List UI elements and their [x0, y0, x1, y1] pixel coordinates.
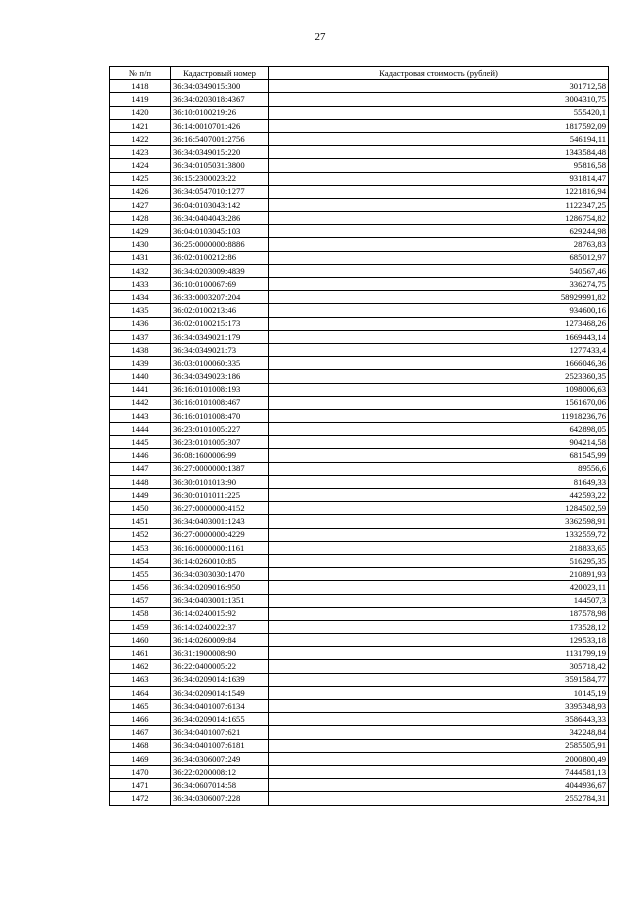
table-row: [110, 172, 609, 185]
table-row: [110, 225, 609, 238]
cadastral-value-cell: 516295,35: [269, 554, 609, 567]
cadastral-value-cell: 129533,18: [269, 634, 609, 647]
table-row: [110, 660, 609, 673]
table-row: [110, 251, 609, 264]
cadastral-number-cell: 36:14:0260010:85: [171, 554, 269, 567]
row-number-cell: 1422: [110, 132, 171, 145]
cadastral-value-cell: 1669443,14: [269, 330, 609, 343]
cadastral-number-cell: 36:14:0240022:37: [171, 620, 269, 633]
row-number-cell: 1440: [110, 370, 171, 383]
cadastral-number-cell: 36:22:0400005:22: [171, 660, 269, 673]
cadastral-value-cell: 210891,93: [269, 568, 609, 581]
row-number-cell: 1465: [110, 700, 171, 713]
column-header-row-number: № п/п: [110, 67, 171, 80]
cadastral-value-cell: 218833,65: [269, 541, 609, 554]
cadastral-value-cell: 1221816,94: [269, 185, 609, 198]
table-row: [110, 132, 609, 145]
cadastral-number-cell: 36:34:0349015:300: [171, 80, 269, 93]
table-row: [110, 607, 609, 620]
row-number-cell: 1452: [110, 528, 171, 541]
table-row: [110, 739, 609, 752]
table-row: [110, 185, 609, 198]
cadastral-value-cell: 442593,22: [269, 489, 609, 502]
table-row: [110, 792, 609, 805]
cadastral-value-cell: 1817592,09: [269, 119, 609, 132]
cadastral-number-cell: 36:02:0100213:46: [171, 304, 269, 317]
cadastral-value-cell: 7444581,13: [269, 765, 609, 778]
row-number-cell: 1437: [110, 330, 171, 343]
row-number-cell: 1433: [110, 278, 171, 291]
table-row: [110, 581, 609, 594]
cadastral-number-cell: 36:27:0000000:1387: [171, 462, 269, 475]
row-number-cell: 1431: [110, 251, 171, 264]
cadastral-number-cell: 36:23:0101005:227: [171, 423, 269, 436]
cadastral-value-cell: 81649,33: [269, 475, 609, 488]
row-number-cell: 1435: [110, 304, 171, 317]
table-row: [110, 357, 609, 370]
table-row: [110, 80, 609, 93]
row-number-cell: 1444: [110, 423, 171, 436]
cadastral-value-cell: 1277433,4: [269, 343, 609, 356]
table-row: [110, 752, 609, 765]
cadastral-value-cell: 3362598,91: [269, 515, 609, 528]
row-number-cell: 1432: [110, 264, 171, 277]
row-number-cell: 1464: [110, 686, 171, 699]
cadastral-value-cell: 2585505,91: [269, 739, 609, 752]
cadastral-value-cell: 11918236,76: [269, 409, 609, 422]
table-row: [110, 436, 609, 449]
cadastral-number-cell: 36:34:0401007:621: [171, 726, 269, 739]
cadastral-number-cell: 36:02:0100215:173: [171, 317, 269, 330]
cadastral-value-cell: 681545,99: [269, 449, 609, 462]
cadastral-number-cell: 36:10:0100067:69: [171, 278, 269, 291]
row-number-cell: 1443: [110, 409, 171, 422]
cadastral-value-cell: 3591584,77: [269, 673, 609, 686]
cadastral-value-cell: 1666046,36: [269, 357, 609, 370]
table-row: [110, 409, 609, 422]
cadastral-number-cell: 36:34:0349023:186: [171, 370, 269, 383]
row-number-cell: 1419: [110, 93, 171, 106]
cadastral-value-cell: 28763,83: [269, 238, 609, 251]
table-row: [110, 146, 609, 159]
table-row: [110, 370, 609, 383]
row-number-cell: 1458: [110, 607, 171, 620]
cadastral-number-cell: 36:10:0100219:26: [171, 106, 269, 119]
cadastral-value-cell: 1561670,06: [269, 396, 609, 409]
table-row: [110, 93, 609, 106]
cadastral-value-cell: 904214,58: [269, 436, 609, 449]
cadastral-value-cell: 2552784,31: [269, 792, 609, 805]
table-body: [110, 80, 609, 805]
cadastral-value-cell: 1098006,63: [269, 383, 609, 396]
table-row: [110, 489, 609, 502]
row-number-cell: 1441: [110, 383, 171, 396]
cadastral-number-cell: 36:34:0401007:6134: [171, 700, 269, 713]
cadastral-value-cell: 342248,84: [269, 726, 609, 739]
row-number-cell: 1462: [110, 660, 171, 673]
table-row: [110, 647, 609, 660]
cadastral-value-cell: 336274,75: [269, 278, 609, 291]
row-number-cell: 1468: [110, 739, 171, 752]
cadastral-value-cell: 173528,12: [269, 620, 609, 633]
cadastral-number-cell: 36:03:0100060:335: [171, 357, 269, 370]
cadastral-value-table: [109, 66, 609, 806]
cadastral-value-cell: 555420,1: [269, 106, 609, 119]
table-row: [110, 198, 609, 211]
cadastral-value-cell: 642898,05: [269, 423, 609, 436]
cadastral-number-cell: 36:31:1900008:90: [171, 647, 269, 660]
table-row: [110, 594, 609, 607]
cadastral-number-cell: 36:34:0349021:179: [171, 330, 269, 343]
cadastral-number-cell: 36:34:0209016:950: [171, 581, 269, 594]
cadastral-number-cell: 36:16:0000000:1161: [171, 541, 269, 554]
table-row: [110, 541, 609, 554]
table-row: [110, 634, 609, 647]
row-number-cell: 1456: [110, 581, 171, 594]
table-row: [110, 568, 609, 581]
row-number-cell: 1442: [110, 396, 171, 409]
row-number-cell: 1461: [110, 647, 171, 660]
cadastral-number-cell: 36:23:0101005:307: [171, 436, 269, 449]
row-number-cell: 1446: [110, 449, 171, 462]
cadastral-number-cell: 36:34:0203009:4839: [171, 264, 269, 277]
cadastral-value-cell: 1122347,25: [269, 198, 609, 211]
cadastral-value-cell: 4044936,67: [269, 779, 609, 792]
row-number-cell: 1428: [110, 212, 171, 225]
cadastral-number-cell: 36:22:0200008:12: [171, 765, 269, 778]
cadastral-value-cell: 1286754,82: [269, 212, 609, 225]
cadastral-number-cell: 36:34:0105031:3800: [171, 159, 269, 172]
cadastral-number-cell: 36:15:2300023:22: [171, 172, 269, 185]
row-number-cell: 1448: [110, 475, 171, 488]
cadastral-number-cell: 36:34:0403001:1351: [171, 594, 269, 607]
table-header-row: [110, 67, 609, 80]
cadastral-value-cell: 420023,11: [269, 581, 609, 594]
cadastral-number-cell: 36:33:0003207:204: [171, 291, 269, 304]
table-row: [110, 396, 609, 409]
table-row: [110, 515, 609, 528]
table-row: [110, 212, 609, 225]
table-row: [110, 554, 609, 567]
page-number: 27: [314, 31, 326, 43]
row-number-cell: 1457: [110, 594, 171, 607]
cadastral-number-cell: 36:16:0101008:470: [171, 409, 269, 422]
cadastral-value-cell: 187578,98: [269, 607, 609, 620]
table-row: [110, 779, 609, 792]
column-header-cadastral-number: Кадастровый номер: [171, 67, 269, 80]
row-number-cell: 1423: [110, 146, 171, 159]
cadastral-value-cell: 305718,42: [269, 660, 609, 673]
cadastral-value-cell: 58929991,82: [269, 291, 609, 304]
row-number-cell: 1469: [110, 752, 171, 765]
cadastral-value-cell: 1131799,19: [269, 647, 609, 660]
row-number-cell: 1445: [110, 436, 171, 449]
cadastral-number-cell: 36:04:0103045:103: [171, 225, 269, 238]
row-number-cell: 1470: [110, 765, 171, 778]
row-number-cell: 1447: [110, 462, 171, 475]
cadastral-number-cell: 36:34:0403001:1243: [171, 515, 269, 528]
table-row: [110, 686, 609, 699]
row-number-cell: 1421: [110, 119, 171, 132]
cadastral-number-cell: 36:34:0203018:4367: [171, 93, 269, 106]
cadastral-value-cell: 540567,46: [269, 264, 609, 277]
row-number-cell: 1472: [110, 792, 171, 805]
row-number-cell: 1460: [110, 634, 171, 647]
cadastral-number-cell: 36:34:0607014:58: [171, 779, 269, 792]
table-row: [110, 264, 609, 277]
row-number-cell: 1418: [110, 80, 171, 93]
row-number-cell: 1466: [110, 713, 171, 726]
table-row: [110, 528, 609, 541]
cadastral-value-cell: 3004310,75: [269, 93, 609, 106]
cadastral-value-cell: 1273468,26: [269, 317, 609, 330]
cadastral-number-cell: 36:14:0010701:426: [171, 119, 269, 132]
table-row: [110, 700, 609, 713]
cadastral-number-cell: 36:27:0000000:4152: [171, 502, 269, 515]
cadastral-number-cell: 36:34:0404043:286: [171, 212, 269, 225]
table-row: [110, 673, 609, 686]
row-number-cell: 1450: [110, 502, 171, 515]
table-row: [110, 317, 609, 330]
column-header-cadastral-value: Кадастровая стоимость (рублей): [269, 67, 609, 80]
cadastral-number-cell: 36:34:0303030:1470: [171, 568, 269, 581]
row-number-cell: 1430: [110, 238, 171, 251]
table-row: [110, 726, 609, 739]
cadastral-value-cell: 3586443,33: [269, 713, 609, 726]
cadastral-number-cell: 36:34:0401007:6181: [171, 739, 269, 752]
cadastral-value-cell: 629244,98: [269, 225, 609, 238]
table-row: [110, 620, 609, 633]
table-row: [110, 238, 609, 251]
row-number-cell: 1451: [110, 515, 171, 528]
cadastral-number-cell: 36:34:0547010:1277: [171, 185, 269, 198]
row-number-cell: 1427: [110, 198, 171, 211]
cadastral-number-cell: 36:27:0000000:4229: [171, 528, 269, 541]
cadastral-value-cell: 3395348,93: [269, 700, 609, 713]
cadastral-number-cell: 36:16:0101008:467: [171, 396, 269, 409]
cadastral-value-cell: 10145,19: [269, 686, 609, 699]
cadastral-value-cell: 685012,97: [269, 251, 609, 264]
row-number-cell: 1436: [110, 317, 171, 330]
table-row: [110, 423, 609, 436]
table-row: [110, 304, 609, 317]
row-number-cell: 1434: [110, 291, 171, 304]
cadastral-value-cell: 931814,47: [269, 172, 609, 185]
table-row: [110, 475, 609, 488]
table-row: [110, 291, 609, 304]
row-number-cell: 1471: [110, 779, 171, 792]
row-number-cell: 1467: [110, 726, 171, 739]
row-number-cell: 1463: [110, 673, 171, 686]
table-row: [110, 765, 609, 778]
cadastral-value-cell: 89556,6: [269, 462, 609, 475]
cadastral-number-cell: 36:14:0240015:92: [171, 607, 269, 620]
cadastral-value-cell: 546194,11: [269, 132, 609, 145]
table-row: [110, 383, 609, 396]
cadastral-number-cell: 36:16:0101008:193: [171, 383, 269, 396]
cadastral-value-cell: 1332559,72: [269, 528, 609, 541]
cadastral-number-cell: 36:34:0349015:220: [171, 146, 269, 159]
cadastral-number-cell: 36:34:0349021:73: [171, 343, 269, 356]
cadastral-value-cell: 301712,58: [269, 80, 609, 93]
table-row: [110, 713, 609, 726]
row-number-cell: 1438: [110, 343, 171, 356]
cadastral-number-cell: 36:34:0209014:1655: [171, 713, 269, 726]
row-number-cell: 1454: [110, 554, 171, 567]
row-number-cell: 1420: [110, 106, 171, 119]
row-number-cell: 1449: [110, 489, 171, 502]
cadastral-value-cell: 95816,58: [269, 159, 609, 172]
table-row: [110, 502, 609, 515]
table-row: [110, 330, 609, 343]
row-number-cell: 1455: [110, 568, 171, 581]
table-row: [110, 462, 609, 475]
cadastral-value-cell: 934600,16: [269, 304, 609, 317]
cadastral-number-cell: 36:30:0101011:225: [171, 489, 269, 502]
cadastral-value-cell: 144507,3: [269, 594, 609, 607]
cadastral-number-cell: 36:16:5407001:2756: [171, 132, 269, 145]
cadastral-value-cell: 2000800,49: [269, 752, 609, 765]
table-row: [110, 119, 609, 132]
cadastral-number-cell: 36:34:0209014:1639: [171, 673, 269, 686]
cadastral-number-cell: 36:25:0000000:8886: [171, 238, 269, 251]
table-row: [110, 278, 609, 291]
cadastral-number-cell: 36:02:0100212:86: [171, 251, 269, 264]
table-row: [110, 106, 609, 119]
cadastral-number-cell: 36:34:0209014:1549: [171, 686, 269, 699]
row-number-cell: 1453: [110, 541, 171, 554]
cadastral-value-cell: 1343584,48: [269, 146, 609, 159]
row-number-cell: 1425: [110, 172, 171, 185]
table-row: [110, 343, 609, 356]
cadastral-number-cell: 36:34:0306007:249: [171, 752, 269, 765]
cadastral-value-cell: 1284502,59: [269, 502, 609, 515]
cadastral-number-cell: 36:14:0260009:84: [171, 634, 269, 647]
row-number-cell: 1439: [110, 357, 171, 370]
row-number-cell: 1424: [110, 159, 171, 172]
row-number-cell: 1459: [110, 620, 171, 633]
row-number-cell: 1426: [110, 185, 171, 198]
cadastral-value-cell: 2523360,35: [269, 370, 609, 383]
cadastral-number-cell: 36:08:1600006:99: [171, 449, 269, 462]
table-row: [110, 449, 609, 462]
table-row: [110, 159, 609, 172]
cadastral-number-cell: 36:30:0101013:90: [171, 475, 269, 488]
cadastral-number-cell: 36:04:0103043:142: [171, 198, 269, 211]
cadastral-number-cell: 36:34:0306007:228: [171, 792, 269, 805]
row-number-cell: 1429: [110, 225, 171, 238]
